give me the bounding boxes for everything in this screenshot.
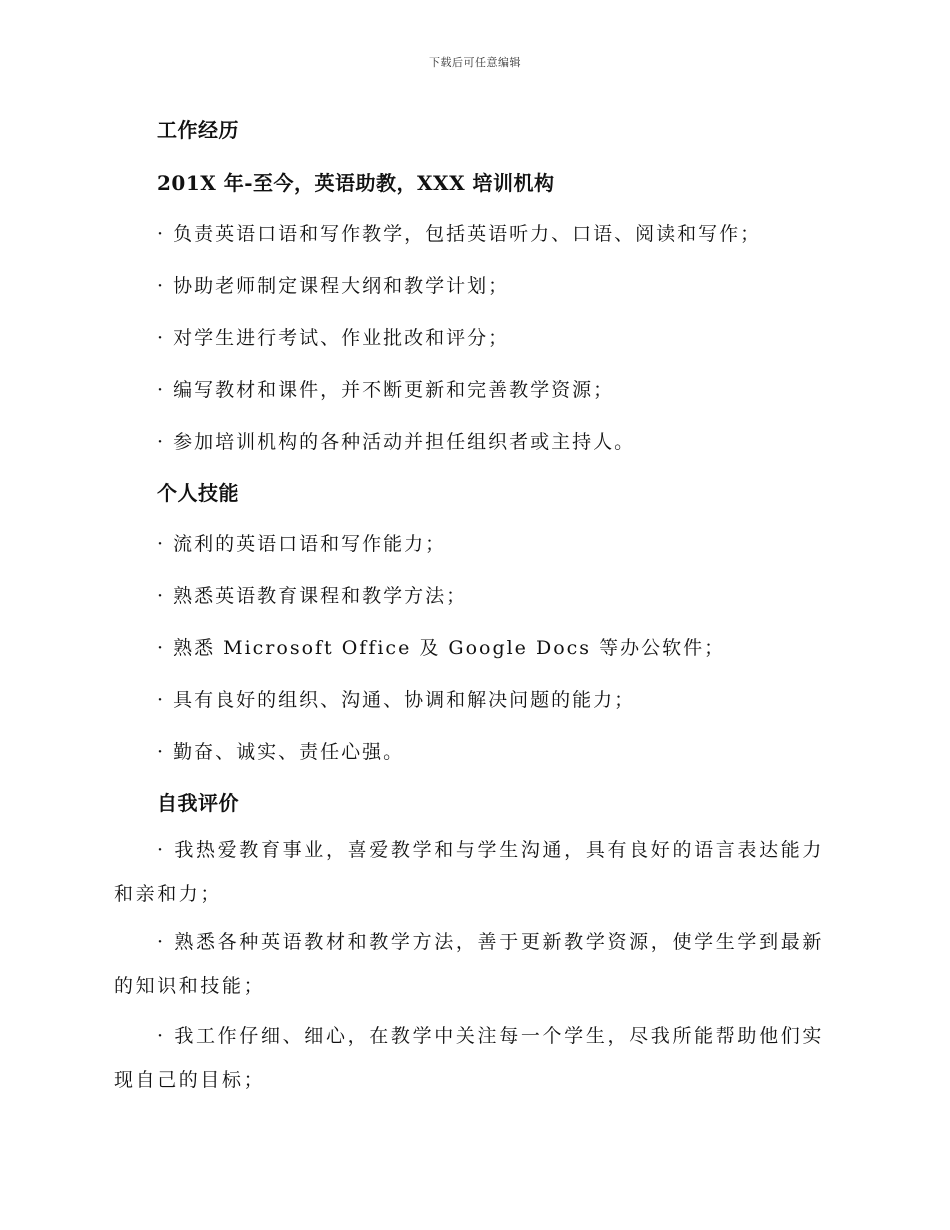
page-header-note: 下载后可任意编辑 [429,56,521,69]
work-item-5: · 参加培训机构的各种活动并担任组织者或主持人。 [157,431,636,453]
work-item-3: · 对学生进行考试、作业批改和评分； [157,327,510,349]
work-item-1: · 负责英语口语和写作教学，包括英语听力、口语、阅读和写作； [157,223,762,245]
self-evaluation-paragraph-2: · 熟悉各种英语教材和教学方法，善于更新教学资源，使学生学到最新的知识和技能； [114,931,824,997]
skill-item-5: · 勤奋、诚实、责任心强。 [157,741,405,763]
job-position-line: 201X 年-至今，英语助教，XXX 培训机构 [157,171,555,195]
work-item-2: · 协助老师制定课程大纲和教学计划； [157,275,510,297]
skill-item-1: · 流利的英语口语和写作能力； [157,533,447,555]
work-item-4: · 编写教材和课件，并不断更新和完善教学资源； [157,379,615,401]
skills-heading: 个人技能 [157,481,239,505]
skill-item-3: · 熟悉 Microsoft Office 及 Google Docs 等办公软件； [157,637,726,659]
self-evaluation-heading: 自我评价 [157,791,239,815]
work-experience-heading: 工作经历 [157,118,239,142]
self-evaluation-paragraph-1: · 我热爱教育事业，喜爱教学和与学生沟通，具有良好的语言表达能力和亲和力； [114,839,824,905]
skill-item-4: · 具有良好的组织、沟通、协调和解决问题的能力； [157,689,636,711]
self-evaluation-paragraph-3: · 我工作仔细、细心，在教学中关注每一个学生，尽我所能帮助他们实现自己的目标； [114,1025,824,1091]
skill-item-2: · 熟悉英语教育课程和教学方法； [157,585,468,607]
